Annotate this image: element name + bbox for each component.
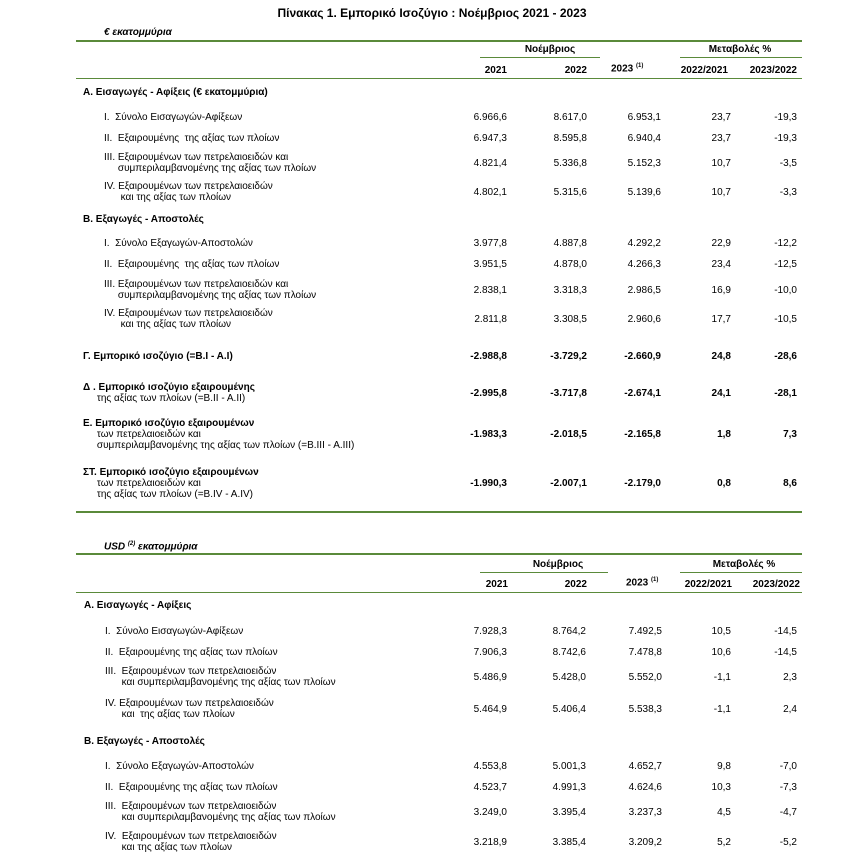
- row-label: ΙV. Εξαιρουμένων των πετρελαιοειδών: [105, 698, 274, 709]
- table-cell: 3.209,2: [628, 836, 662, 848]
- section-label: Α. Εισαγωγές - Αφίξεις: [84, 600, 192, 611]
- table-cell: 3.249,0: [473, 806, 507, 818]
- group-header-change: Μεταβολές %: [712, 559, 776, 570]
- table-cell: -7,3: [779, 782, 797, 793]
- table-cell: 5.152,3: [627, 157, 661, 169]
- table-cell: 3.395,4: [552, 806, 586, 818]
- table-cell: 7.478,8: [628, 647, 662, 658]
- table-cell: -28,6: [774, 351, 797, 362]
- table-cell: 8.617,0: [553, 112, 587, 123]
- row-label: και της αξίας των πλοίων: [104, 192, 232, 203]
- group-header-month: Νοέμβριος: [524, 44, 576, 55]
- table-cell: 4.553,8: [473, 761, 507, 772]
- table-cell: 2.838,1: [473, 284, 507, 296]
- divider: [76, 78, 802, 79]
- table-cell: -3,5: [779, 157, 797, 169]
- table-cell: -28,1: [774, 387, 797, 399]
- row-label: ΙΙΙ. Εξαιρουμένων των πετρελαιοειδών και: [104, 152, 289, 163]
- table-cell: 3.318,3: [553, 284, 587, 296]
- row-label: ΙΙΙ. Εξαιρουμένων των πετρελαιοειδών: [105, 666, 277, 677]
- group-header-month: Νοέμβριος: [532, 559, 584, 570]
- unit-label: USD $^{(2)}$ εκατομμύρια: [104, 541, 198, 553]
- table-cell: 5.001,3: [552, 761, 586, 772]
- table-cell: 8.764,2: [552, 626, 586, 637]
- row-label: και της αξίας των πλοίων: [105, 709, 235, 720]
- row-label: και συμπεριλαμβανομένης της αξίας των πλοίων: [105, 677, 336, 688]
- table-cell: 2.811,8: [474, 313, 507, 325]
- table-cell: -2.660,9: [624, 351, 661, 362]
- row-label: Ι. Σύνολο Εισαγωγών-Αφίξεων: [104, 112, 243, 123]
- row-label: της αξίας των πλοίων (=Β.IV - A.IV): [83, 489, 253, 500]
- table-cell: 6.947,3: [473, 133, 507, 144]
- table-cell: -3,3: [779, 186, 797, 198]
- section-label: Β. Εξαγωγές - Αποστολές: [84, 736, 205, 747]
- table-cell: -19,3: [774, 112, 797, 123]
- table-cell: -1.983,3: [470, 429, 507, 440]
- table-cell: 24,8: [711, 351, 731, 362]
- table-cell: 3.218,9: [473, 836, 507, 848]
- table-cell: -5,2: [779, 836, 797, 848]
- row-label: της αξίας των πλοίων (=Β.ΙΙ - Α.ΙΙ): [83, 393, 246, 404]
- row-label: ΙΙ. Εξαιρουμένης της αξίας των πλοίων: [105, 647, 278, 658]
- table-cell: 7.906,3: [473, 647, 507, 658]
- table-cell: 7.928,3: [473, 626, 507, 637]
- row-label: και συμπεριλαμβανομένης της αξίας των πλοίων: [105, 812, 336, 823]
- table-cell: 5,2: [717, 836, 731, 848]
- col-header-2022: 2022: [564, 65, 587, 76]
- table-cell: -2.165,8: [624, 429, 661, 440]
- table-cell: -2.179,0: [624, 478, 661, 489]
- table-cell: -12,5: [774, 259, 797, 270]
- row-label: Ε. Εμπορικό ισοζύγιο εξαιρουμένων: [83, 418, 255, 429]
- table-cell: 10,6: [711, 647, 731, 658]
- table-cell: 4.878,0: [553, 259, 587, 270]
- table-cell: 23,7: [711, 112, 731, 123]
- table-cell: 6.966,6: [473, 112, 507, 123]
- table-cell: 10,7: [711, 157, 731, 169]
- table-cell: 4.266,3: [627, 259, 661, 270]
- table-cell: 2,3: [783, 671, 797, 683]
- col-header-2023: 2023 $^{(1)}$: [611, 63, 644, 75]
- row-label: Ι. Σύνολο Εισαγωγών-Αφίξεων: [105, 626, 244, 637]
- row-label: ΣΤ. Εμπορικό ισοζύγιο εξαιρουμένων: [83, 467, 259, 478]
- col-header-2021: 2021: [484, 65, 507, 76]
- row-label: ΙΙ. Εξαιρουμένης της αξίας των πλοίων: [104, 259, 280, 270]
- table-cell: -2.007,1: [550, 478, 587, 489]
- divider: [480, 57, 600, 58]
- row-label: ΙΙΙ. Εξαιρουμένων των πετρελαιοειδών: [105, 801, 277, 812]
- table-cell: 6.940,4: [627, 133, 661, 144]
- divider: [76, 553, 802, 555]
- table-cell: 3.385,4: [552, 836, 586, 848]
- col-header-2022-2021: 2022/2021: [684, 579, 732, 590]
- table-cell: 4.991,3: [552, 782, 586, 793]
- table-cell: 10,7: [711, 186, 731, 198]
- table-cell: 3.308,5: [553, 313, 587, 325]
- table-cell: 4.523,7: [473, 782, 507, 793]
- table-cell: 2,4: [783, 703, 797, 715]
- divider: [680, 572, 802, 573]
- row-label: συμπεριλαμβανομένης της αξίας των πλοίων (=Β.ΙΙΙ - Α.ΙΙΙ): [83, 440, 355, 451]
- col-header-2022-2021: 2022/2021: [680, 65, 728, 76]
- table-cell: 4.652,7: [628, 761, 662, 772]
- table-cell: 8.742,6: [552, 647, 586, 658]
- row-label: Γ. Εμπορικό ισοζύγιο (=Β.Ι - Α.Ι): [83, 351, 233, 362]
- table-cell: 3.977,8: [473, 238, 507, 249]
- table-cell: 1,8: [717, 429, 731, 440]
- col-header-2023-2022: 2023/2022: [752, 579, 800, 590]
- row-label: συμπεριλαμβανομένης της αξίας των πλοίων: [104, 290, 317, 301]
- divider: [76, 40, 802, 42]
- table-cell: -4,7: [779, 806, 797, 818]
- table-cell: 4,5: [717, 806, 731, 818]
- unit-label: € εκατομμύρια: [104, 27, 172, 38]
- col-header-2023: 2023 $^{(1)}$: [626, 577, 659, 589]
- row-label: ΙΙ. Εξαιρουμένης της αξίας των πλοίων: [105, 782, 278, 793]
- section-label: Β. Εξαγωγές - Αποστολές: [83, 214, 204, 225]
- divider: [76, 511, 802, 513]
- table-cell: 2.986,5: [627, 284, 661, 296]
- page-title: Πίνακας 1. Εμπορικό Ισοζύγιο : Νοέμβριος 2021 - 2023: [277, 6, 587, 20]
- table-cell: -12,2: [774, 238, 797, 249]
- table-cell: -10,5: [774, 313, 797, 325]
- table-cell: 3.951,5: [473, 259, 507, 270]
- table-cell: 4.624,6: [628, 782, 662, 793]
- table-cell: 16,9: [711, 284, 731, 296]
- table-cell: 5.139,6: [627, 186, 661, 198]
- group-header-change: Μεταβολές %: [708, 44, 772, 55]
- table-cell: 5.552,0: [628, 671, 662, 683]
- table-cell: 5.336,8: [553, 157, 587, 169]
- table-cell: 4.821,4: [473, 157, 507, 169]
- table-cell: 4.887,8: [553, 238, 587, 249]
- table-cell: 0,8: [717, 478, 731, 489]
- table-cell: 22,9: [711, 238, 731, 249]
- divider: [480, 572, 608, 573]
- row-label: Ι. Σύνολο Εξαγωγών-Αποστολών: [104, 238, 253, 249]
- table-cell: -14,5: [774, 626, 797, 637]
- table-cell: -1.990,3: [470, 478, 507, 489]
- table-cell: 17,7: [711, 313, 731, 325]
- row-label: ΙΙΙ. Εξαιρουμένων των πετρελαιοειδών και: [104, 279, 289, 290]
- table-cell: -2.988,8: [470, 351, 507, 362]
- table-cell: -7,0: [779, 761, 797, 772]
- table-cell: 8.595,8: [553, 133, 587, 144]
- section-label: Α. Εισαγωγές - Αφίξεις (€ εκατομμύρια): [83, 87, 268, 98]
- row-label: και της αξίας των πλοίων: [105, 842, 233, 853]
- table-cell: 8,6: [783, 478, 797, 489]
- table-cell: 3.237,3: [628, 806, 662, 818]
- table-cell: 9,8: [717, 761, 731, 772]
- table-cell: 6.953,1: [627, 112, 661, 123]
- row-label: Ι. Σύνολο Εξαγωγών-Αποστολών: [105, 761, 254, 772]
- row-label: ΙΙ. Εξαιρουμένης της αξίας των πλοίων: [104, 133, 280, 144]
- row-label: και της αξίας των πλοίων: [104, 319, 232, 330]
- table-cell: 23,7: [711, 133, 731, 144]
- row-label: Δ . Εμπορικό ισοζύγιο εξαιρουμένης: [83, 382, 255, 393]
- table-cell: -1,1: [713, 671, 731, 683]
- table-cell: 2.960,6: [627, 313, 661, 325]
- row-label: συμπεριλαμβανομένης της αξίας των πλοίων: [104, 163, 317, 174]
- table-cell: 7.492,5: [628, 626, 662, 637]
- divider: [76, 592, 802, 593]
- table-cell: 5.406,4: [552, 703, 586, 715]
- row-label: IV. Εξαιρουμένων των πετρελαιοειδών: [105, 831, 277, 842]
- table-cell: 4.292,2: [627, 238, 661, 249]
- table-cell: 10,3: [711, 782, 731, 793]
- table-cell: 23,4: [711, 259, 731, 270]
- row-label: των πετρελαιοειδών και: [83, 429, 201, 440]
- row-label: των πετρελαιοειδών και: [83, 478, 201, 489]
- table-cell: 5.464,9: [473, 703, 507, 715]
- table-cell: -1,1: [713, 703, 731, 715]
- table-cell: 4.802,1: [473, 186, 507, 198]
- table-cell: -2.018,5: [550, 429, 587, 440]
- table-cell: -10,0: [774, 284, 797, 296]
- col-header-2022: 2022: [564, 579, 587, 590]
- table-cell: -2.674,1: [624, 387, 661, 399]
- table-cell: 5.486,9: [473, 671, 507, 683]
- table-cell: -14,5: [774, 647, 797, 658]
- row-label: ΙV. Εξαιρουμένων των πετρελαιοειδών: [104, 308, 273, 319]
- col-header-2023-2022: 2023/2022: [749, 65, 797, 76]
- table-cell: -2.995,8: [470, 387, 507, 399]
- table-cell: 5.315,6: [553, 186, 587, 198]
- table-cell: 7,3: [783, 429, 797, 440]
- table-cell: 5.538,3: [628, 703, 662, 715]
- divider: [680, 57, 802, 58]
- table-cell: 5.428,0: [552, 671, 586, 683]
- table-cell: -3.729,2: [550, 351, 587, 362]
- table-cell: -3.717,8: [550, 387, 587, 399]
- table-cell: 24,1: [711, 387, 731, 399]
- table-cell: -19,3: [774, 133, 797, 144]
- col-header-2021: 2021: [485, 579, 508, 590]
- table-cell: 10,5: [711, 626, 731, 637]
- row-label: ΙV. Εξαιρουμένων των πετρελαιοειδών: [104, 181, 273, 192]
